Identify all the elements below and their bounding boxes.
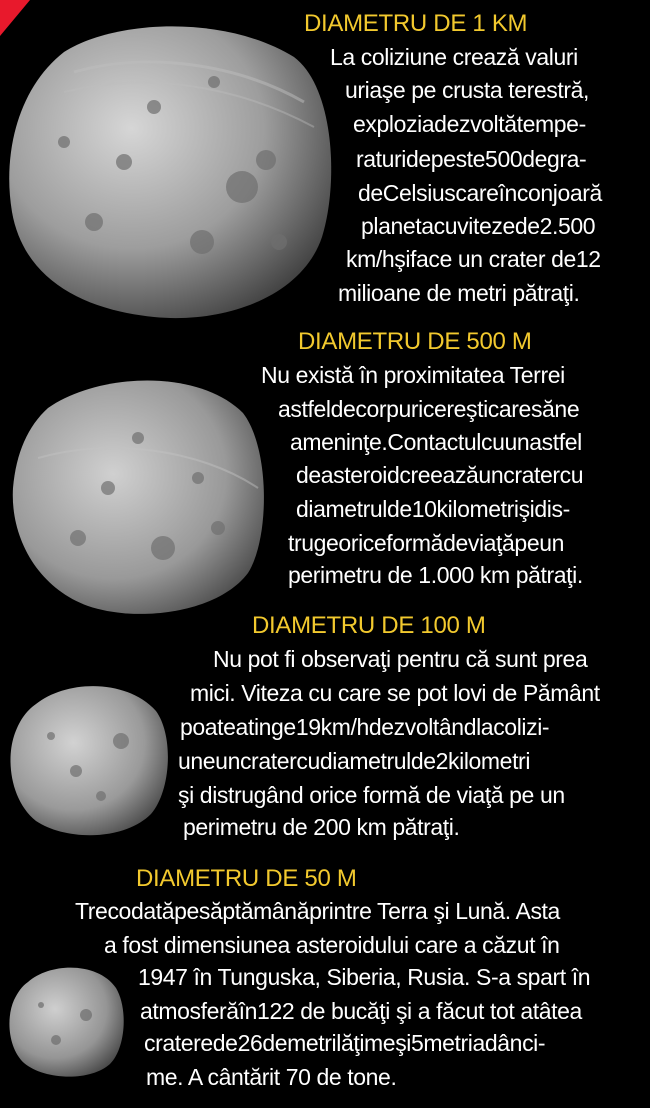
asteroid-1km-image [4, 12, 336, 322]
section-50m-line: me. A cântărit 70 de tone. [146, 1064, 397, 1090]
section-500m-line: perimetru de 1.000 km pătraţi. [288, 562, 583, 588]
section-heading-1km: DIAMETRU DE 1 KM [304, 10, 528, 37]
section-50m-line: atmosferăîn122 de bucăţi şi a făcut tot atâtea [140, 998, 582, 1024]
section-100m-line: poateatinge19km/hdezvoltândlacolizi- [180, 714, 550, 740]
section-1km-line: milioane de metri pătraţi. [338, 280, 580, 306]
section-100m-line: şi distrugând orice formă de viaţă pe un [178, 782, 565, 808]
section-heading-500m: DIAMETRU DE 500 M [298, 328, 532, 355]
section-1km-line: exploziadezvoltătempe- [353, 111, 586, 137]
section-500m-line: ameninţe.Contactulcuunastfel [290, 429, 582, 455]
section-100m-line: uneuncratercudiametrulde2kilometri [178, 748, 531, 774]
section-1km-line: uriaşe pe crusta terestră, [345, 77, 589, 103]
asteroid-50m-image [6, 960, 126, 1080]
section-100m-line: mici. Viteza cu care se pot lovi de Pământ [190, 680, 600, 706]
section-500m-line: diametrulde10kilometrişidis- [296, 496, 570, 522]
asteroid-100m-image [6, 676, 170, 840]
section-1km-line: La coliziune crează valuri [330, 44, 578, 70]
section-1km-line: raturidepeste500degra- [356, 146, 587, 172]
section-1km-line: deCelsiuscareînconjoară [358, 180, 602, 206]
section-1km-line: planetacuvitezede2.500 [361, 213, 596, 239]
section-100m-line: Nu pot fi observaţi pentru că sunt prea [213, 646, 588, 672]
section-50m-line: a fost dimensiunea asteroidului care a căzut în [104, 932, 560, 958]
asteroid-500m-image [8, 368, 270, 620]
section-50m-line: craterede26demetrilăţimeşi5metriadânci- [144, 1030, 546, 1056]
section-heading-50m: DIAMETRU DE 50 M [136, 865, 357, 892]
section-50m-line: 1947 în Tunguska, Siberia, Rusia. S-a spart în [138, 964, 591, 990]
section-500m-line: trugeoriceformădeviaţăpeun [288, 530, 564, 556]
section-heading-100m: DIAMETRU DE 100 M [252, 612, 486, 639]
section-500m-line: astfeldecorpuricereşticaresăne [278, 396, 580, 422]
section-50m-line: Trecodatăpesăptămânăprintre Terra şi Lună. Asta [75, 898, 560, 924]
section-100m-line: perimetru de 200 km pătraţi. [183, 814, 460, 840]
section-500m-line: deasteroidcreeazăuncratercu [296, 462, 584, 488]
section-1km-line: km/hşiface un crater de12 [346, 246, 601, 272]
section-500m-line: Nu există în proximitatea Terrei [261, 362, 565, 388]
